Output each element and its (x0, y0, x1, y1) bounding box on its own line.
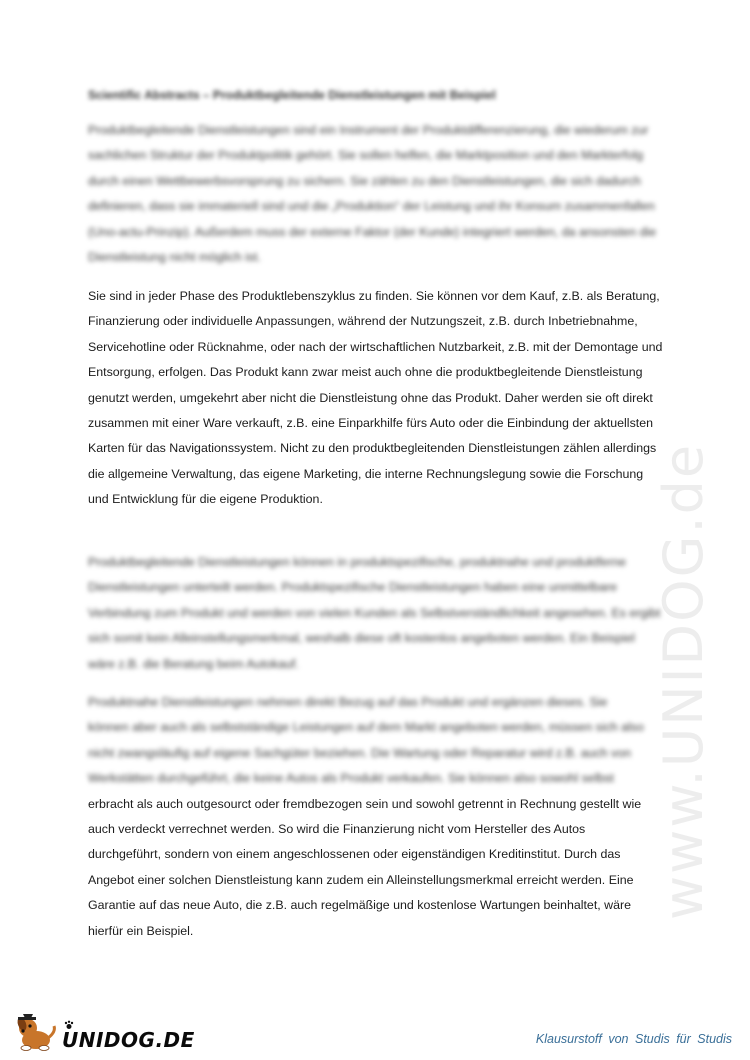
dog-mascot-icon (14, 1012, 60, 1052)
paragraph-mixed (88, 690, 663, 944)
paragraph-line-blurred: Produktnahe Dienstleistungen nehmen direkt Bezug auf das Produkt und ergänzen dieses. Sie (88, 695, 608, 709)
logo-text: UNIDOG.DE (62, 1028, 195, 1052)
paragraph-blurred-2: Produktbegleitende Dienstleistungen können in produktspezifische, produktnahe und produktferne Dienstleistungen unterteilt werden. Produktspezifische Dienstleistungen haben eine unmittelbare Verbindung zum Produkt und werden von vielen Kunden als Selbstverständlichkeit angesehen. Es ergibt sich somit kein Alleinstellungsmerkmal, weshalb diese oft kostenlos angeboten werden. Ein Beispiel wäre z.B. die Beratung beim Autokauf. (88, 555, 661, 671)
paragraph-line: erbracht als auch outgesourct oder fremdbezogen sein und sowohl getrennt in Rechnung gestellt wie (88, 796, 642, 811)
paragraph-line: Garantie auf das neue Auto, die z.B. auch regelmäßige und kostenlose Wartungen beinhaltet, wäre (88, 898, 632, 913)
paragraph-line: durchgeführt, sondern von einem angeschlossenen oder eigenständigen Kreditinstitut. Durch das (88, 847, 621, 862)
paragraph-blurred-1: Produktbegleitende Dienstleistungen sind ein Instrument der Produktdifferenzierung, die wiederum zur sachlichen Struktur der Produktpolitik gehört. Sie sollen helfen, die Marktposition und den Markterfolg durch einen Wettbewerbsvorsprung zu sichern. Sie zählen zu den Dienstleistungen, die sich dadurch definieren, dass sie immateriell sind und die „Produktion“ der Leistung und ihr Konsum zusammenfallen (Uno-actu-Prinzip). Außerdem muss der externe Faktor (der Kunde) integriert werden, da ansonsten die Dienstleistung nicht möglich ist. (88, 123, 657, 265)
watermark: www.UNIDOG.de (652, 442, 715, 920)
paragraph-line-blurred: Werkstätten durchgeführt, die keine Autos als Produkt verkaufen. Sie können also sowohl selbst (88, 771, 614, 786)
paragraph-line: auch verdeckt verrechnet werden. So wird die Finanzierung nicht vom Hersteller des Autos (88, 822, 586, 837)
document-title: Scientific Abstracts – Produktbegleitende Dienstleistungen mit Beispiel (88, 88, 496, 102)
footer-tagline: Klausurstoff von Studis für Studis (535, 1032, 732, 1046)
paragraph-line-blurred: nicht zwangsläufig auf eigene Sachgüter beziehen. Die Wartung oder Reparatur wird z.B. auch von (88, 745, 631, 760)
paragraph-line: hierfür ein Beispiel. (88, 923, 194, 938)
paragraph-visible: Sie sind in jeder Phase des Produktlebenszyklus zu finden. Sie können vor dem Kauf, z.B. als Beratung, Finanzierung oder individuelle Anpassungen, während der Nutzungszeit, z.B. durch Inbetriebnahme, Servicehotline oder Rücknahme, oder nach der wirtschaftlichen Nutzbarkeit, z.B. mit der Demontage und Entsorgung, erfolgen. Das Produkt kann zwar meist auch ohne die produktbegleitende Dienstleistung genutzt werden, umgekehrt aber nicht die Dienstleistung ohne das Produkt. Daher werden sie oft direkt zusammen mit einer Ware verkauft, z.B. eine Einparkhilfe fürs Auto oder die Einbindung der aktuellsten Karten für das Navigationssystem. Nicht zu den produktbegleitenden Dienstleistungen zählen allerdings die allgemeine Verwaltung, das eigene Marketing, die interne Rechnungslegung sowie die Forschung und Entwicklung für die eigene Produktion. (88, 289, 663, 507)
paragraph-line: Angebot einer solchen Dienstleistung kann zudem ein Alleinstellungsmerkmal erreicht werden. Eine (88, 872, 634, 887)
unidog-logo[interactable] (14, 1012, 195, 1052)
paragraph-line-blurred: können aber auch als selbstständige Leistungen auf dem Markt angeboten werden, müssen sich also (88, 720, 644, 735)
